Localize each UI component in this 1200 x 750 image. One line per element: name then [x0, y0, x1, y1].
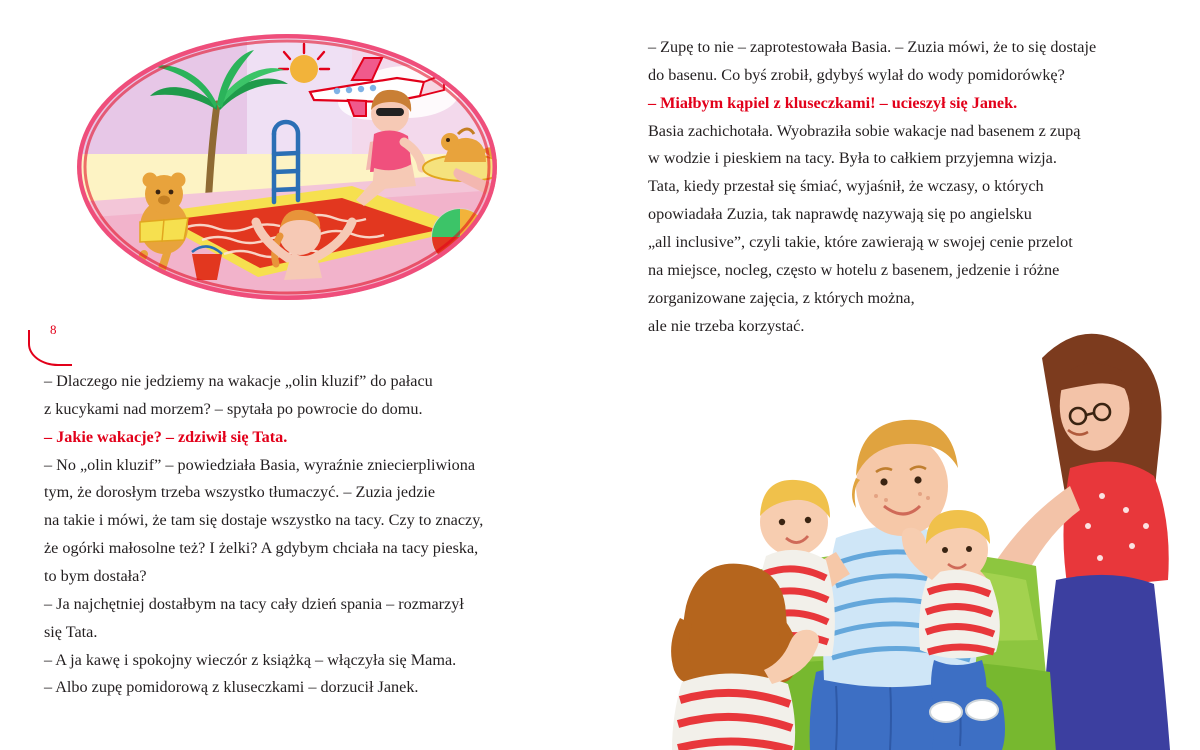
text-line: „all inclusive”, czyli takie, które zawierają w swojej cenie przelot — [648, 233, 1073, 252]
text-line-highlight: – Jakie wakacje? – zdziwił się Tata. — [44, 427, 288, 446]
text-line: – Dlaczego nie jedziemy na wakacje „olin kluzif” do pałacu — [44, 372, 433, 390]
text-line: na miejsce, nocleg, często w hotelu z basenem, jedzenie i różne — [648, 260, 1060, 279]
text-line: Tata, kiedy przestał się śmiać, wyjaśnił, że wczasy, o których — [648, 177, 1044, 196]
text-line: – Zupę to nie – zaprotestowała Basia. – Zuzia mówi, że to się dostaje — [648, 38, 1097, 56]
text-line: w wodzie i pieskiem na tacy. Była to całkiem przyjemna wizja. — [648, 149, 1057, 168]
text-line: z kucykami nad morzem? – spytała po powrocie do domu. — [44, 399, 423, 418]
text-line: – A ja kawę i spokojny wieczór z książką – włączyła się Mama. — [44, 650, 457, 669]
text-line: że ogórki małosolne też? I żelki? A gdybym chciała na tacy pieska, — [44, 539, 479, 558]
text-line: do basenu. Co byś zrobił, gdybyś wylał do wody pomidorówkę? — [648, 65, 1065, 84]
page-number: 8 — [50, 322, 57, 337]
pool-scene-illustration — [52, 22, 522, 312]
text-line: tym, że dorosłym trzeba wszystko tłumaczyć. – Zuzia jedzie — [44, 483, 436, 502]
text-line: na takie i mówi, że tam się dostaje wszystko na tacy. Czy to znaczy, — [44, 511, 484, 530]
text-line: – Albo zupę pomidorową z kluseczkami – dorzucił Janek. — [44, 678, 419, 697]
text-line: to bym dostała? — [44, 567, 147, 586]
family-on-sofa-illustration — [640, 300, 1200, 750]
right-page-text — [648, 34, 1166, 340]
text-line: – Ja najchętniej dostałbym na tacy cały dzień spania – rozmarzył — [44, 594, 464, 613]
left-page-text — [44, 368, 574, 702]
text-line: – No „olin kluzif” – powiedziała Basia, wyraźnie zniecierpliwiona — [44, 455, 476, 474]
text-line: zorganizowane zajęcia, z których można, — [648, 288, 915, 307]
text-line-highlight: – Miałbym kąpiel z kluseczkami! – ucieszył się Janek. — [648, 93, 1018, 112]
text-line: Basia zachichotała. Wyobraziła sobie wakacje nad basenem z zupą — [648, 121, 1081, 140]
text-line: się Tata. — [44, 622, 98, 641]
text-line: ale nie trzeba korzystać. — [648, 316, 805, 335]
text-line: opowiadała Zuzia, tak naprawdę nazywają się po angielsku — [648, 205, 1032, 224]
